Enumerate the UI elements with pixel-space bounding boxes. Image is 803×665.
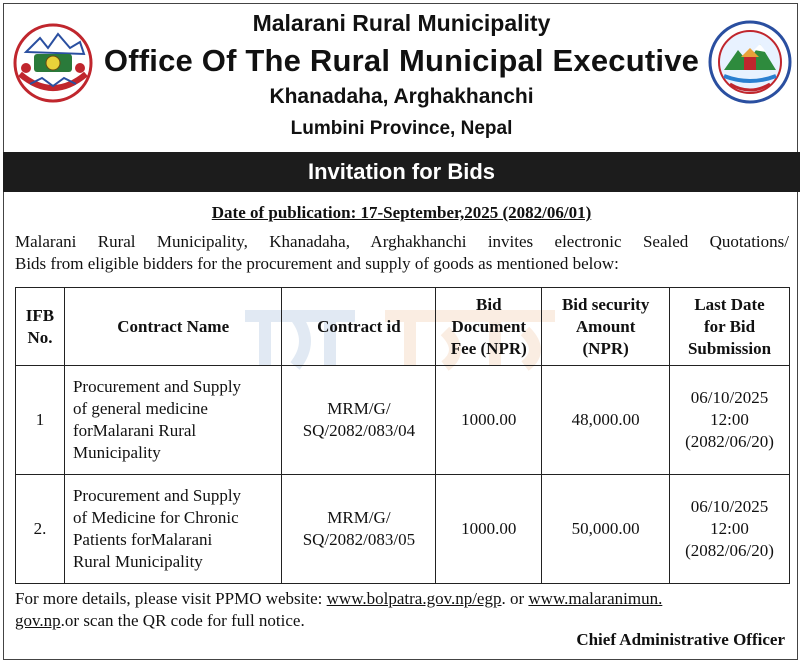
cell-ifb-no: 1 xyxy=(16,366,65,475)
cell-last-date xyxy=(670,366,790,475)
municipality-link[interactable]: www.malaranimun. xyxy=(528,589,663,608)
cell-text: Rural Municipality xyxy=(72,552,203,571)
cell-text: (2082/06/20) xyxy=(685,541,774,560)
invitation-banner: Invitation for Bids xyxy=(3,152,800,192)
col-header-bid-security xyxy=(542,288,670,366)
cell-text: Patients forMalarani xyxy=(72,530,213,549)
cell-contract-id xyxy=(282,366,436,475)
malarani-municipality-logo-icon xyxy=(708,20,792,104)
cell-text: 12:00 xyxy=(710,410,749,429)
col-header-contract-id xyxy=(282,288,436,366)
cell-last-date xyxy=(670,475,790,584)
cell-contract-id xyxy=(282,475,436,584)
header-text: Bid xyxy=(476,294,502,314)
table-row xyxy=(16,366,790,475)
col-header-ifb-no xyxy=(16,288,65,366)
cell-text: SQ/2082/083/05 xyxy=(302,530,416,549)
cell-text: MRM/G/ xyxy=(327,508,391,527)
cell-text: Procurement and Supply xyxy=(72,377,242,396)
footer-text: For more details, please visit PPMO website: xyxy=(15,589,327,608)
publication-date: Date of publication: 17-September,2025 (2082/06/01) xyxy=(211,203,592,222)
intro-line: Bids from eligible bidders for the procurement and supply of goods as mentioned below: xyxy=(15,254,619,273)
cell-ifb-no: 2. xyxy=(16,475,65,584)
header-text: Contract Name xyxy=(117,316,230,336)
cell-text: 12:00 xyxy=(710,519,749,538)
cell-text: 06/10/2025 xyxy=(690,497,769,516)
cell-bid-security: 50,000.00 xyxy=(542,475,670,584)
signatory-title: Chief Administrative Officer xyxy=(576,630,785,649)
intro-paragraph xyxy=(15,231,789,275)
footer-text: . or xyxy=(501,589,529,608)
header-text: Bid security xyxy=(561,294,650,314)
cell-bid-fee: 1000.00 xyxy=(436,475,542,584)
cell-text: Procurement and Supply xyxy=(72,486,242,505)
table-row xyxy=(16,475,790,584)
col-header-bid-fee xyxy=(436,288,542,366)
intro-line: Malarani Rural Municipality, Khanadaha, Arghakhanchi invites electronic Sealed Quotations/ xyxy=(15,232,789,251)
cell-text: MRM/G/ xyxy=(327,399,391,418)
cell-text: of Medicine for Chronic xyxy=(72,508,239,527)
header-text: Document xyxy=(451,316,527,336)
col-header-contract-name xyxy=(64,288,282,366)
ppmo-link[interactable]: www.bolpatra.gov.np/egp xyxy=(326,589,502,608)
bid-table xyxy=(15,287,790,584)
office-title: Office Of The Rural Municipal Executive xyxy=(103,43,700,78)
header-text: (NPR) xyxy=(582,338,629,358)
table-header-row xyxy=(16,288,790,366)
cell-contract-name xyxy=(64,475,282,584)
col-header-last-date xyxy=(670,288,790,366)
header-text: Last Date xyxy=(694,294,765,314)
municipality-link-continued[interactable]: gov.np xyxy=(15,611,61,630)
header-text: IFB xyxy=(25,305,55,325)
notice-header xyxy=(0,0,803,150)
header-text: Submission xyxy=(687,338,772,358)
office-address: Khanadaha, Arghakhanchi xyxy=(269,85,534,108)
header-text: Fee (NPR) xyxy=(450,338,527,358)
cell-text: forMalarani Rural xyxy=(72,421,197,440)
cell-text: 06/10/2025 xyxy=(690,388,769,407)
cell-text: (2082/06/20) xyxy=(685,432,774,451)
municipality-name: Malarani Rural Municipality xyxy=(252,10,551,36)
cell-text: Municipality xyxy=(72,443,161,462)
footer-text: .or scan the QR code for full notice. xyxy=(60,611,305,630)
header-text: Contract id xyxy=(317,316,401,336)
header-text: for Bid xyxy=(703,316,756,336)
cell-bid-fee: 1000.00 xyxy=(436,366,542,475)
cell-text: SQ/2082/083/04 xyxy=(302,421,416,440)
province-country: Lumbini Province, Nepal xyxy=(290,118,513,139)
cell-text: of general medicine xyxy=(72,399,208,418)
cell-contract-name xyxy=(64,366,282,475)
cell-bid-security: 48,000.00 xyxy=(542,366,670,475)
header-text: Amount xyxy=(575,316,636,336)
footer-note xyxy=(15,588,789,632)
header-text: No. xyxy=(27,327,53,347)
